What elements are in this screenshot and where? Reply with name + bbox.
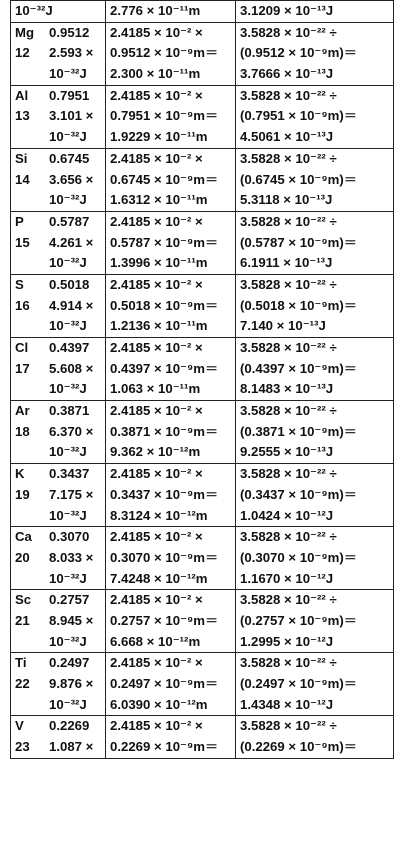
value-text: 9.876 × (49, 676, 94, 691)
value-text: 0.3070 (49, 529, 90, 545)
table-row (11, 148, 394, 211)
value-text: 10⁻³²J (49, 255, 87, 271)
atomic-number: 15 (15, 234, 30, 250)
table-cell (106, 274, 236, 337)
atomic-number: 19 (15, 486, 30, 502)
cell-line (11, 590, 105, 611)
element-symbol: Ti (15, 655, 27, 671)
atomic-number: 16 (15, 297, 30, 313)
cell-line (11, 632, 105, 653)
value-text: 0.5787 (49, 213, 90, 229)
element-symbol: Ca (15, 529, 32, 545)
value-text: 10⁻³²J (49, 66, 87, 82)
cell-line: 4.5061 × 10⁻¹³J (240, 129, 334, 145)
cell-line: 2.4185 × 10⁻² × (110, 87, 203, 103)
cell-line: 7.140 × 10⁻¹³J (240, 318, 326, 334)
element-cell (11, 211, 106, 274)
cell-line (11, 506, 105, 527)
value-text: 10⁻³²J (49, 192, 87, 208)
atomic-number: 17 (15, 360, 30, 376)
table-cell (236, 464, 394, 527)
cell-line (11, 212, 105, 233)
value-text: 8.033 × (49, 549, 94, 565)
table-cell (106, 22, 236, 85)
cell-line: 8.3124 × 10⁻¹²m (110, 507, 208, 523)
table-cell (106, 653, 236, 716)
value-text: 10⁻³²J (49, 570, 87, 586)
value-text: 10⁻³²J (49, 507, 87, 523)
cell-line: 0.2269 × 10⁻⁹m＝ (110, 739, 219, 755)
value-text: 0.3871 (49, 403, 90, 419)
cell-line (11, 106, 105, 127)
table-row (11, 401, 394, 464)
cell-line: 7.4248 × 10⁻¹²m (110, 570, 208, 586)
table-cell (236, 527, 394, 590)
cell-line: 6.1911 × 10⁻¹³J (240, 255, 333, 271)
cell-line: (0.9512 × 10⁻⁹m)＝ (240, 45, 357, 61)
cell-line: 10⁻³²J (15, 3, 53, 18)
cell-line (11, 548, 105, 569)
cell-line: (0.6745 × 10⁻⁹m)＝ (240, 171, 357, 187)
element-cell (11, 464, 106, 527)
cell-line: 1.063 × 10⁻¹¹m (110, 381, 201, 397)
element-symbol: Al (15, 87, 29, 103)
cell-line (11, 338, 105, 359)
cell-line: 1.9229 × 10⁻¹¹m (110, 129, 208, 145)
cell-line: 0.4397 × 10⁻⁹m＝ (110, 360, 219, 376)
table-row (11, 527, 394, 590)
table-cell (106, 338, 236, 401)
cell-line: 3.5828 × 10⁻²² ÷ (240, 655, 337, 671)
cell-line: 0.9512 × 10⁻⁹m＝ (110, 45, 219, 61)
cell-line (11, 86, 105, 107)
cell-line: 2.4185 × 10⁻² × (110, 340, 203, 355)
cell-line: (0.3070 × 10⁻⁹m)＝ (240, 549, 357, 565)
cell-line (11, 233, 105, 254)
table-cell (106, 148, 236, 211)
cell-line (11, 674, 105, 695)
cell-line: 1.1670 × 10⁻¹²J (240, 570, 334, 586)
table-cell (106, 716, 236, 758)
cell-line: 1.2995 × 10⁻¹²J (240, 633, 334, 649)
atomic-number: 14 (15, 171, 30, 187)
value-text: 10⁻³²J (49, 444, 87, 460)
cell-line: 2.4185 × 10⁻² × (110, 592, 203, 608)
table-cell (236, 590, 394, 653)
cell-line (11, 422, 105, 443)
value-text: 10⁻³²J (49, 633, 87, 649)
table-row (11, 211, 394, 274)
element-symbol: Cl (15, 340, 29, 355)
cell-line: 9.2555 × 10⁻¹³J (240, 444, 334, 460)
table-cell (236, 653, 394, 716)
element-cell (11, 338, 106, 401)
table-row (11, 22, 394, 85)
table-body (11, 1, 394, 759)
cell-line: (0.2269 × 10⁻⁹m)＝ (240, 739, 357, 755)
table-row (11, 590, 394, 653)
cell-line: (0.7951 × 10⁻⁹m)＝ (240, 108, 357, 124)
value-text: 0.9512 (49, 24, 90, 40)
table-row-continued (11, 1, 394, 23)
table-row (11, 274, 394, 337)
element-cell (11, 653, 106, 716)
cell-line (11, 275, 105, 296)
table-cell (236, 716, 394, 758)
cell-line: 0.3070 × 10⁻⁹m＝ (110, 549, 219, 565)
cell-line: (0.3437 × 10⁻⁹m)＝ (240, 486, 357, 502)
cell-line (11, 64, 105, 85)
cell-line: (0.3871 × 10⁻⁹m)＝ (240, 423, 357, 439)
value-text: 0.5018 (49, 276, 90, 292)
cell-line: 2.4185 × 10⁻² × (110, 213, 203, 229)
cell-line: 2.4185 × 10⁻² × (110, 403, 203, 419)
cell-line: 2.300 × 10⁻¹¹m (110, 66, 201, 82)
value-text: 0.4397 (49, 340, 90, 355)
atomic-number: 23 (15, 739, 30, 755)
value-text: 4.261 × (49, 234, 94, 250)
cell-line: 3.1209 × 10⁻¹³J (240, 3, 334, 18)
cell-line: 2.4185 × 10⁻² × (110, 466, 203, 482)
cell-line: 3.7666 × 10⁻¹³J (240, 66, 334, 82)
value-text: 1.087 × (49, 739, 94, 755)
table-cell (106, 211, 236, 274)
value-text: 2.593 × (49, 45, 94, 61)
value-text: 3.101 × (49, 108, 94, 124)
element-symbol: V (15, 718, 24, 734)
cell-line (11, 485, 105, 506)
cell-line (11, 190, 105, 211)
cell-line: 0.2757 × 10⁻⁹m＝ (110, 612, 219, 628)
cell-line: 0.3871 × 10⁻⁹m＝ (110, 423, 219, 439)
atomic-number: 22 (15, 676, 30, 691)
cell-line: 6.0390 × 10⁻¹²m (110, 696, 208, 712)
cell-line (11, 527, 105, 548)
table-row (11, 716, 394, 758)
element-symbol: P (15, 213, 24, 229)
table-cell (11, 1, 106, 23)
element-cell (11, 716, 106, 758)
cell-line: 2.4185 × 10⁻² × (110, 529, 203, 545)
cell-line: 2.4185 × 10⁻² × (110, 276, 203, 292)
table-row (11, 653, 394, 716)
cell-line: 3.5828 × 10⁻²² ÷ (240, 592, 337, 608)
cell-line: 0.6745 × 10⁻⁹m＝ (110, 171, 219, 187)
value-text: 4.914 × (49, 297, 94, 313)
cell-line (11, 569, 105, 590)
cell-line: 8.1483 × 10⁻¹³J (240, 381, 334, 397)
cell-line (11, 359, 105, 380)
cell-line: 3.5828 × 10⁻²² ÷ (240, 529, 337, 545)
table-cell (236, 338, 394, 401)
cell-line: 3.5828 × 10⁻²² ÷ (240, 403, 337, 419)
value-text: 0.2269 (49, 718, 90, 734)
atomic-number: 18 (15, 423, 30, 439)
cell-line (11, 442, 105, 463)
value-text: 0.6745 (49, 150, 90, 166)
cell-line (11, 464, 105, 485)
cell-line: (0.5787 × 10⁻⁹m)＝ (240, 234, 357, 250)
cell-line (11, 316, 105, 337)
atomic-number: 13 (15, 108, 30, 124)
cell-line: 6.668 × 10⁻¹²m (110, 633, 201, 649)
value-text: 10⁻³²J (49, 318, 87, 334)
element-cell (11, 85, 106, 148)
element-cell (11, 590, 106, 653)
cell-line: 1.3996 × 10⁻¹¹m (110, 255, 208, 271)
cell-line: 3.5828 × 10⁻²² ÷ (240, 340, 337, 355)
cell-line (11, 379, 105, 400)
cell-line (11, 401, 105, 422)
cell-line (11, 170, 105, 191)
table-cell (106, 527, 236, 590)
table-cell (236, 401, 394, 464)
cell-line: 3.5828 × 10⁻²² ÷ (240, 150, 337, 166)
value-text: 5.608 × (49, 360, 94, 376)
cell-line: (0.4397 × 10⁻⁹m)＝ (240, 360, 357, 376)
table-cell (236, 1, 394, 23)
cell-line (11, 611, 105, 632)
table-cell (236, 148, 394, 211)
cell-line (11, 127, 105, 148)
value-text: 10⁻³²J (49, 129, 87, 145)
value-text: 3.656 × (49, 171, 94, 187)
table-cell (236, 22, 394, 85)
cell-line: 3.5828 × 10⁻²² ÷ (240, 718, 337, 734)
element-cell (11, 527, 106, 590)
element-symbol: Mg (15, 24, 35, 40)
table-row (11, 338, 394, 401)
element-symbol: Ar (15, 403, 30, 419)
cell-line: 3.5828 × 10⁻²² ÷ (240, 24, 337, 40)
cell-line: 0.7951 × 10⁻⁹m＝ (110, 108, 219, 124)
cell-line: (0.2757 × 10⁻⁹m)＝ (240, 612, 357, 628)
element-symbol: Sc (15, 592, 32, 608)
cell-line: 2.4185 × 10⁻² × (110, 24, 203, 40)
cell-line: 3.5828 × 10⁻²² ÷ (240, 276, 337, 292)
cell-line: 0.5018 × 10⁻⁹m＝ (110, 297, 219, 313)
cell-line: 1.4348 × 10⁻¹²J (240, 696, 334, 712)
cell-line (11, 653, 105, 674)
cell-line: 0.2497 × 10⁻⁹m＝ (110, 676, 219, 691)
cell-line: 2.4185 × 10⁻² × (110, 655, 203, 671)
cell-line (11, 737, 105, 758)
atomic-number: 20 (15, 549, 30, 565)
cell-line: 0.5787 × 10⁻⁹m＝ (110, 234, 219, 250)
data-table (10, 0, 394, 759)
table-cell (106, 401, 236, 464)
cell-line: 3.5828 × 10⁻²² ÷ (240, 87, 337, 103)
value-text: 0.3437 (49, 466, 90, 482)
value-text: 8.945 × (49, 612, 94, 628)
element-symbol: S (15, 276, 24, 292)
atomic-number: 21 (15, 612, 30, 628)
element-symbol: Si (15, 150, 28, 166)
cell-line: 3.5828 × 10⁻²² ÷ (240, 213, 337, 229)
cell-line (11, 296, 105, 317)
cell-line: 1.0424 × 10⁻¹²J (240, 507, 334, 523)
cell-line (11, 695, 105, 716)
element-cell (11, 148, 106, 211)
value-text: 0.2757 (49, 592, 90, 608)
cell-line: 2.4185 × 10⁻² × (110, 150, 203, 166)
cell-line: 2.4185 × 10⁻² × (110, 718, 203, 734)
value-text: 10⁻³²J (49, 381, 87, 397)
cell-line: 1.6312 × 10⁻¹¹m (110, 192, 208, 208)
element-cell (11, 22, 106, 85)
table-cell (106, 1, 236, 23)
cell-line: (0.5018 × 10⁻⁹m)＝ (240, 297, 357, 313)
cell-line: 2.776 × 10⁻¹¹m (110, 3, 201, 18)
cell-line: 0.3437 × 10⁻⁹m＝ (110, 486, 219, 502)
cell-line: 5.3118 × 10⁻¹³J (240, 192, 333, 208)
value-text: 0.7951 (49, 87, 90, 103)
cell-line: 3.5828 × 10⁻²² ÷ (240, 466, 337, 482)
value-text: 6.370 × (49, 423, 94, 439)
value-text: 0.2497 (49, 655, 90, 671)
table-cell (236, 211, 394, 274)
cell-line: 9.362 × 10⁻¹²m (110, 444, 201, 460)
cell-line (11, 23, 105, 44)
element-cell (11, 274, 106, 337)
cell-line (11, 716, 105, 737)
cell-line: 1.2136 × 10⁻¹¹m (110, 318, 208, 334)
value-text: 10⁻³²J (49, 696, 87, 712)
element-cell (11, 401, 106, 464)
table-cell (106, 590, 236, 653)
atomic-number: 12 (15, 45, 30, 61)
table-cell (236, 85, 394, 148)
element-symbol: K (15, 466, 25, 482)
value-text: 7.175 × (49, 486, 94, 502)
table-row (11, 85, 394, 148)
cell-line (11, 253, 105, 274)
table-cell (106, 464, 236, 527)
cell-line (11, 43, 105, 64)
table-row (11, 464, 394, 527)
table-cell (106, 85, 236, 148)
cell-line: (0.2497 × 10⁻⁹m)＝ (240, 676, 357, 691)
table-cell (236, 274, 394, 337)
cell-line (11, 149, 105, 170)
